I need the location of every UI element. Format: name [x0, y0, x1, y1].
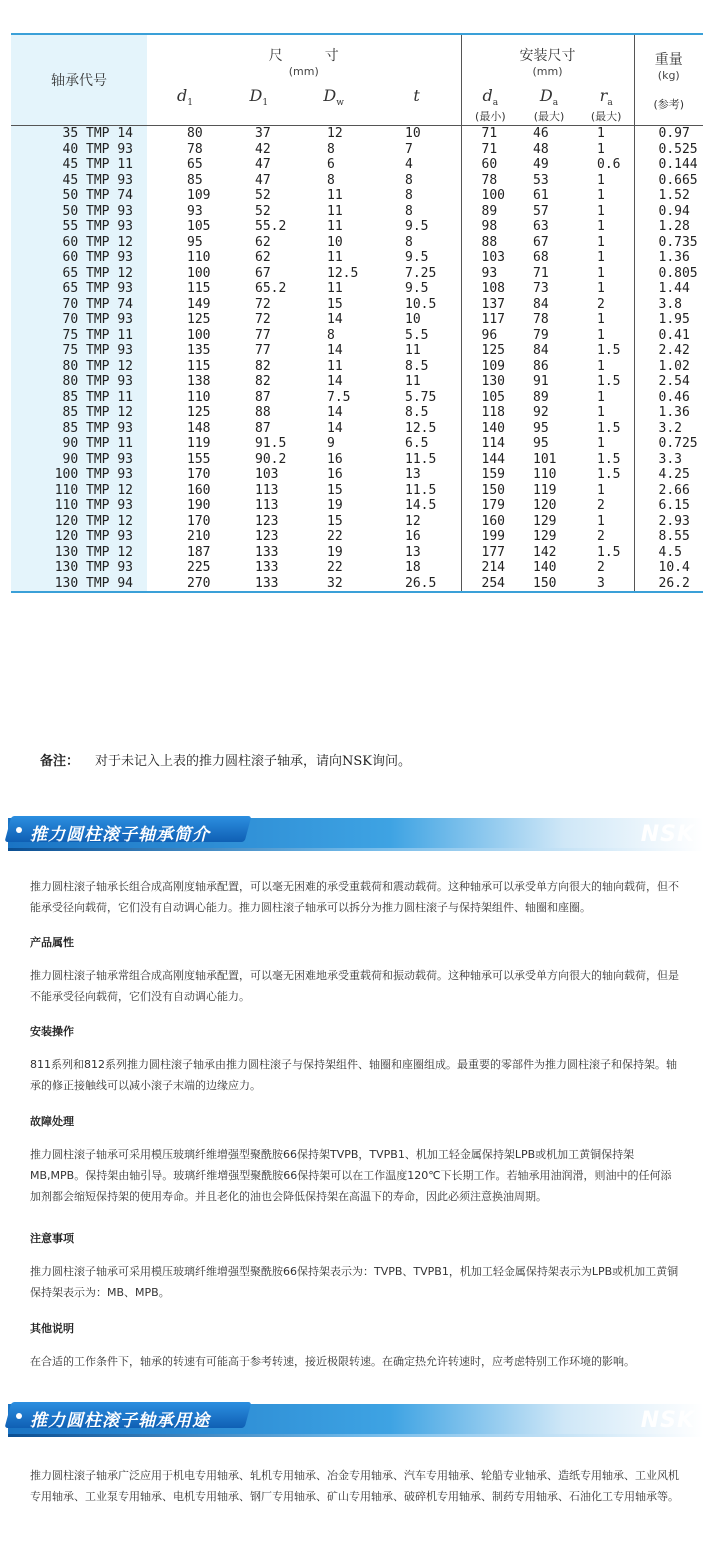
value-cell-ra: 1 1 — [579, 235, 634, 266]
value-cell-ra: 2 1 — [579, 297, 634, 328]
table-row-group — [11, 157, 703, 188]
value-cell-t: 4 8 — [373, 157, 461, 188]
value-cell-Dw: 8 14 — [327, 327, 343, 358]
value-cell-w: 0.41 2.42 — [658, 327, 690, 358]
symbol-Da: $D_a$ (最大) — [519, 86, 579, 124]
symbol-Dw: $D_w$ — [323, 86, 344, 109]
note-label: 备注： — [40, 754, 80, 769]
intro-banner-title: 推力圆柱滚子轴承简介 — [30, 825, 210, 845]
value-cell-Dw: 15 14 — [327, 296, 343, 327]
bearing-code-header — [11, 34, 147, 125]
table-row-group — [11, 514, 703, 545]
value-cell-d1: 110 125 148 — [187, 389, 211, 436]
bullet-dot-icon — [16, 827, 22, 833]
Da-max-label: (最大) — [533, 110, 565, 124]
usage-banner — [0, 1398, 717, 1442]
value-cell-Da: 49 53 — [533, 157, 549, 188]
weight-unit: (kg) — [657, 69, 680, 82]
value-cell-D1: 103 — [255, 467, 279, 482]
mounting-symbols — [462, 86, 634, 124]
value-cell-ra: 1 — [579, 219, 634, 235]
value-cell-t: 10.5 10 — [373, 297, 461, 328]
value-cell-w: 2.93 8.55 — [658, 513, 690, 544]
mounting-title: 安装尺寸 — [519, 48, 576, 64]
usage-banner-title: 推力圆柱滚子轴承用途 — [30, 1411, 210, 1431]
weight-header — [634, 34, 703, 125]
value-cell-da: 109 130 — [481, 358, 505, 389]
weight-reference-label: (参考) — [653, 98, 685, 111]
dimensions-unit: (mm) — [288, 65, 319, 78]
symbol-d1: $d_1$ — [176, 86, 193, 109]
symbol-t: t — [413, 86, 420, 105]
value-cell-ra: 1 1.5 — [579, 436, 634, 467]
value-cell-Da: 95 101 — [533, 436, 557, 467]
value-cell-Da: 129 129 — [533, 513, 557, 544]
bearing-code-cell: 55 TMP 93 — [11, 219, 147, 235]
table-body — [11, 126, 703, 593]
value-cell-d1: 105 — [187, 219, 211, 234]
value-cell-d1: 187 225 270 — [147, 545, 223, 593]
other-notes-text: 在合适的工作条件下，轴承的转速有可能高于参考转速，接近极限转速。在确定热允许转速时，应考虑特别工作环境的影响。 — [30, 1355, 635, 1368]
bearing-spec-table-wrap — [11, 33, 703, 593]
bullet-dot-icon — [16, 1413, 22, 1419]
value-cell-Da: 86 91 — [533, 358, 549, 389]
product-attributes-text: 推力圆柱滚子轴承常组合成高刚度轴承配置，可以毫无困难地承受重载荷和振动载荷。这种轴承可以承受单方向很大的轴向载荷，但是不能承受径向载荷，它们没有自动调心能力。 — [30, 969, 679, 1003]
value-cell-Dw: 11 11 — [327, 188, 343, 219]
table-row-group — [11, 436, 703, 467]
banner-shadow — [8, 1434, 703, 1437]
value-cell-D1: 123 123 — [255, 513, 279, 544]
intro-paragraph: 推力圆柱滚子轴承长组合成高刚度轴承配置，可以毫无困难的承受重载荷和震动载荷。这种轴承可以承受单方向很大的轴向载荷，但不能承受径向载荷，它们没有自动调心能力。推力圆柱滚子轴承可以拆分为推力圆柱滚子与保持架组件、轴圈和座圈。 — [30, 880, 679, 914]
bearing-code-cell: 90 TMP 11 90 TMP 93 — [11, 436, 147, 467]
bearing-code-cell: 65 TMP 12 65 TMP 93 — [11, 266, 147, 297]
note-text: 对于未记入上表的推力圆柱滚子轴承，请向NSK询问。 — [95, 754, 412, 769]
bearing-spec-table — [11, 33, 703, 593]
banner-shadow — [8, 848, 703, 851]
value-cell-da: 88 103 — [481, 234, 505, 265]
value-cell-da: 177 214 254 — [461, 545, 519, 593]
bearing-code-cell: 80 TMP 12 80 TMP 93 — [11, 359, 147, 390]
bearing-code-cell: 120 TMP 12 120 TMP 93 — [11, 514, 147, 545]
value-cell-da: 96 125 — [481, 327, 505, 358]
value-cell-w: 4.25 — [658, 467, 690, 482]
value-cell-d1: 100 115 — [187, 265, 211, 296]
value-cell-Da: 89 92 95 — [533, 389, 549, 436]
bearing-code-cell: 60 TMP 12 60 TMP 93 — [11, 235, 147, 266]
value-cell-D1: 55.2 — [255, 219, 287, 234]
value-cell-da: 150 179 — [481, 482, 505, 513]
value-cell-t: 13 — [373, 467, 461, 483]
nsk-logo: NSK — [640, 822, 695, 847]
bearing-code-cell: 50 TMP 74 50 TMP 93 — [11, 188, 147, 219]
value-cell-Dw: 12.5 11 — [327, 265, 359, 296]
table-row-group — [11, 467, 703, 483]
table-row-group — [11, 297, 703, 328]
value-cell-w: 0.97 0.525 — [658, 126, 698, 157]
precautions-text: 推力圆柱滚子轴承可采用模压玻璃纤维增强型聚酰胺66保持架表示为：TVPB、TVPB1，机加工轻金属保持架表示为LPB或机加工黄铜保持架表示为：MB、MPB。 — [30, 1265, 679, 1299]
value-cell-D1: 87 88 87 — [255, 389, 271, 436]
value-cell-da: 71 71 — [481, 126, 498, 157]
value-cell-Da: 61 57 — [533, 188, 549, 219]
value-cell-Dw: 10 11 — [327, 234, 343, 265]
ra-max-label: (最大) — [590, 110, 622, 124]
value-cell-d1: 65 85 — [187, 157, 203, 188]
troubleshooting-text: 推力圆柱滚子轴承可采用模压玻璃纤维增强型聚酰胺66保持架TVPB，TVPB1、机加工轻金属保持架LPB或机加工黄铜保持架MB,MPB。保持架由轴引导。玻璃纤维增强型聚酰胺66保持架可以在工作温度120℃下长期工作。若轴承用油润滑，则油中的任何添加剂都会缩短保持架的使用寿命。并且老化的油也会降低保持架在高温下的寿命，因此必须注意换油周期。 — [30, 1148, 672, 1203]
value-cell-d1: 119 155 — [187, 436, 211, 467]
value-cell-w: 0.46 1.36 3.2 — [658, 389, 690, 436]
value-cell-Da: 142 140 150 — [519, 545, 579, 593]
value-cell-w: 3.8 1.95 — [658, 296, 690, 327]
mounting-unit: (mm) — [532, 65, 563, 78]
value-cell-w: 0.805 1.44 — [658, 265, 698, 296]
value-cell-w: 4.5 10.4 26.2 — [634, 545, 703, 593]
value-cell-D1: 91.5 90.2 — [255, 436, 287, 467]
value-cell-Dw: 12 8 — [327, 126, 343, 157]
weight-title: 重量 — [654, 52, 683, 68]
bearing-code-cell: 45 TMP 11 45 TMP 93 — [11, 157, 147, 188]
value-cell-d1: 80 78 — [187, 126, 203, 157]
value-cell-t: 8 8 — [373, 188, 461, 219]
value-cell-Dw: 16 — [327, 467, 343, 482]
value-cell-w: 1.52 0.94 — [658, 188, 690, 219]
value-cell-d1: 170 210 — [187, 513, 211, 544]
value-cell-ra: 1 1 — [579, 266, 634, 297]
dimension-symbols — [147, 86, 461, 108]
usage-paragraph: 推力圆柱滚子轴承广泛应用于机电专用轴承、轧机专用轴承、冶金专用轴承、汽车专用轴承、轮船专业轴承、造纸专用轴承、工业风机专用轴承、工业泵专用轴承、电机专用轴承、钢厂专用轴承、矿山专用轴承、破碎机专用轴承、制药专用轴承、石油化工专用轴承等。 — [30, 1469, 679, 1503]
value-cell-da: 114 144 — [481, 436, 505, 467]
value-cell-Dw: 11 — [327, 219, 343, 234]
value-cell-D1: 113 113 — [255, 482, 279, 513]
value-cell-Da: 84 78 — [533, 296, 549, 327]
value-cell-da: 160 199 — [481, 513, 505, 544]
value-cell-D1: 77 77 — [255, 327, 271, 358]
value-cell-da: 137 117 — [481, 296, 505, 327]
bearing-code-cell: 75 TMP 11 75 TMP 93 — [11, 328, 147, 359]
table-row-group — [11, 235, 703, 266]
value-cell-ra: 0.6 1 — [579, 157, 634, 188]
dimensions-header — [147, 34, 461, 125]
bearing-code-cell: 35 TMP 14 40 TMP 93 — [11, 126, 147, 158]
value-cell-d1: 95 110 — [187, 234, 211, 265]
value-cell-t: 8.5 11 — [373, 359, 461, 390]
value-cell-d1: 160 190 — [187, 482, 211, 513]
value-cell-d1: 109 93 — [187, 188, 211, 219]
value-cell-d1: 170 — [187, 467, 211, 482]
value-cell-Dw: 11 14 — [327, 358, 343, 389]
table-row-group — [11, 219, 703, 235]
value-cell-D1: 72 72 — [255, 296, 271, 327]
value-cell-d1: 149 125 — [187, 296, 211, 327]
value-cell-D1: 52 52 — [255, 188, 271, 219]
table-row-group — [11, 126, 703, 158]
value-cell-ra: 1.5 2 3 — [579, 545, 634, 593]
mounting-dimensions-header — [461, 34, 634, 125]
value-cell-ra: 1.5 — [579, 467, 634, 483]
value-cell-ra: 1 1.5 — [579, 328, 634, 359]
other-notes-heading: 其他说明 — [30, 1322, 74, 1335]
value-cell-da: 100 89 — [481, 188, 505, 219]
precautions-heading: 注意事项 — [30, 1232, 74, 1245]
value-cell-Da: 63 — [533, 219, 549, 234]
value-cell-t: 5.75 8.5 12.5 — [373, 390, 461, 437]
value-cell-Dw: 6 8 — [327, 157, 335, 188]
da-min-label: (最小) — [475, 110, 506, 124]
table-row-group — [11, 359, 703, 390]
bearing-code-header-label: 轴承代号 — [51, 73, 107, 89]
bearing-code-cell: 110 TMP 12 110 TMP 93 — [11, 483, 147, 514]
value-cell-Dw: 15 19 — [327, 482, 343, 513]
value-cell-Da: 79 84 — [533, 327, 549, 358]
value-cell-Da: 119 120 — [533, 482, 557, 513]
value-cell-w: 0.725 3.3 — [658, 436, 698, 467]
value-cell-D1: 82 82 — [255, 358, 271, 389]
value-cell-t: 7.25 9.5 — [373, 266, 461, 297]
value-cell-Da: 67 68 — [533, 234, 549, 265]
table-row-group — [11, 188, 703, 219]
bearing-code-cell: 100 TMP 93 — [11, 467, 147, 483]
symbol-D1: $D_1$ — [249, 86, 269, 109]
value-cell-Dw: 7.5 14 14 — [327, 389, 351, 436]
value-cell-D1: 37 42 — [255, 126, 271, 157]
value-cell-t: 5.5 11 — [373, 328, 461, 359]
value-cell-Dw: 15 22 — [327, 513, 343, 544]
table-row-group — [11, 390, 703, 437]
value-cell-t: 6.5 11.5 — [373, 436, 461, 467]
value-cell-D1: 47 47 — [255, 157, 271, 188]
value-cell-w: 0.144 0.665 — [658, 157, 698, 188]
value-cell-da: 159 — [481, 467, 505, 482]
troubleshooting-heading: 故障处理 — [30, 1115, 74, 1128]
value-cell-t: 10 7 — [373, 126, 461, 158]
value-cell-t: 11.5 14.5 — [373, 483, 461, 514]
value-cell-Da: 71 73 — [533, 265, 549, 296]
value-cell-t: 8 9.5 — [373, 235, 461, 266]
value-cell-d1: 115 138 — [187, 358, 211, 389]
value-cell-Da: 46 48 — [533, 126, 549, 157]
table-note — [40, 750, 411, 769]
installation-text: 811系列和812系列推力圆柱滚子轴承由推力圆柱滚子与保持架组件、轴圈和座圈组成。最重要的零部件为推力圆柱滚子和保持架。轴承的修正接触线可以减小滚子末端的边缘应力。 — [30, 1058, 677, 1092]
value-cell-ra: 1 1 1.5 — [579, 390, 634, 437]
value-cell-da: 60 78 — [481, 157, 498, 188]
product-attributes-heading: 产品属性 — [30, 936, 74, 949]
value-cell-D1: 62 62 — [255, 234, 271, 265]
value-cell-Dw: 9 16 — [327, 436, 343, 467]
value-cell-da: 105 118 140 — [481, 389, 505, 436]
symbol-da: $d_a$ (最小) — [462, 86, 520, 124]
nsk-logo: NSK — [640, 1408, 695, 1433]
value-cell-ra: 1 2 — [579, 514, 634, 545]
bearing-code-cell: 85 TMP 11 85 TMP 12 85 TMP 93 — [11, 390, 147, 437]
installation-heading: 安装操作 — [30, 1025, 74, 1038]
value-cell-ra: 1 2 — [579, 483, 634, 514]
table-row-group — [11, 328, 703, 359]
value-cell-da: 98 — [481, 219, 498, 234]
table-row-group — [11, 483, 703, 514]
value-cell-d1: 100 135 — [187, 327, 211, 358]
value-cell-D1: 67 65.2 — [255, 265, 287, 296]
value-cell-t: 9.5 — [373, 219, 461, 235]
value-cell-da: 93 108 — [481, 265, 505, 296]
value-cell-t: 12 16 — [373, 514, 461, 545]
value-cell-t: 13 18 26.5 — [373, 545, 461, 593]
value-cell-D1: 133 133 133 — [223, 545, 295, 593]
value-cell-w: 1.28 — [658, 219, 690, 234]
table-row-group — [11, 545, 703, 593]
value-cell-Dw: 19 22 32 — [295, 545, 373, 593]
value-cell-ra: 1 1.5 — [579, 359, 634, 390]
table-row-group — [11, 266, 703, 297]
value-cell-Da: 110 — [533, 467, 557, 482]
value-cell-ra: 1 1 — [579, 126, 634, 158]
dimensions-title: 尺 寸 — [268, 48, 339, 64]
value-cell-ra: 1 1 — [579, 188, 634, 219]
value-cell-w: 0.735 1.36 — [658, 234, 698, 265]
table-header-row — [11, 34, 703, 125]
bearing-code-cell: 130 TMP 12 130 TMP 93 130 TMP 94 — [11, 545, 147, 593]
value-cell-w: 2.66 6.15 — [658, 482, 690, 513]
bearing-code-cell: 70 TMP 74 70 TMP 93 — [11, 297, 147, 328]
value-cell-w: 1.02 2.54 — [658, 358, 690, 389]
symbol-ra: $r_a$ (最大) — [579, 86, 634, 124]
intro-banner — [0, 812, 717, 856]
